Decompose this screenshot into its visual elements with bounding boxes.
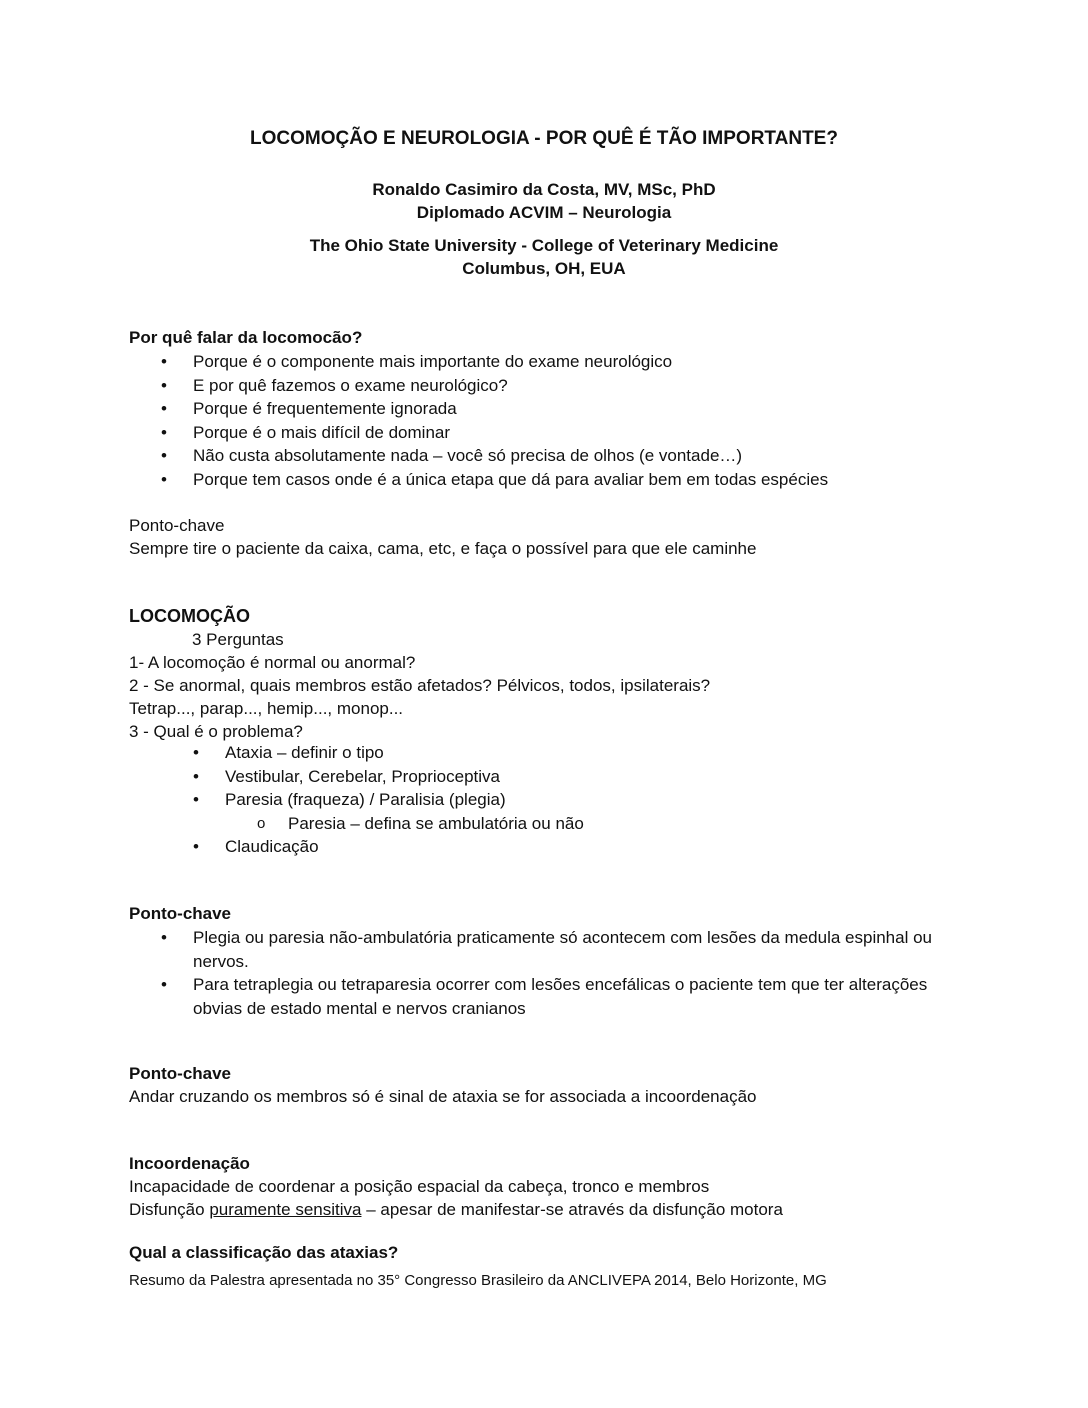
question-3: 3 - Qual é o problema? [129,722,303,741]
bullet-icon: • [193,790,199,809]
bullet-icon: • [161,375,167,395]
question-2-detail: Tetrap..., parap..., hemip..., monop... [129,699,404,718]
key-point-3 [129,1062,756,1108]
definition-line-2: Disfunção puramente sensitiva – apesar de manifestar-se através da disfunção motora [129,1200,783,1219]
list-item: • Vestibular, Cerebelar, Proprioceptiva [129,765,1029,789]
subheading: 3 Perguntas [192,630,284,649]
author-block [0,178,1088,224]
document-title: LOCOMOÇÃO E NEUROLOGIA - POR QUÊ É TÃO IMPORTANTE? [250,128,838,149]
bullet-icon: • [161,446,167,465]
closing-question: Qual a classificação das ataxias? [129,1243,399,1262]
key-point-label: Ponto-chave [129,1064,232,1083]
section-heading: Por quê falar da locomocão? [129,328,363,347]
key-point-2-list [129,926,959,1020]
bullet-icon: • [161,422,167,442]
list-item: • Plegia ou paresia não-ambulatória praticamente só acontecem com lesões da medula espinhal ou nervos. [161,928,932,971]
bullet-icon: • [161,975,167,994]
key-point-text: Sempre tire o paciente da caixa, cama, etc, e faça o possível para que ele caminhe [129,539,757,558]
author-diploma: Diplomado ACVIM – Neurologia [416,203,672,222]
author-name: Ronaldo Casimiro da Costa, MV, MSc, PhD [372,180,716,199]
bullet-icon: • [161,928,167,947]
section-locomocao [129,605,710,743]
list-item: • Claudicação [129,835,1029,859]
bullet-icon: • [193,837,199,856]
sub-list-item: o Paresia – defina se ambulatória ou não [129,812,1029,836]
section-heading: LOCOMOÇÃO [129,606,250,626]
list-item: • Não custa absolutamente nada – você só precisa de olhos (e vontade…) [129,444,1029,468]
underlined-term: puramente sensitiva [209,1200,362,1219]
list-item: • E por quê fazemos o exame neurológico? [129,374,1029,398]
institution-location: Columbus, OH, EUA [462,259,626,278]
list-item: • Porque é o mais difícil de dominar [129,421,1029,445]
institution-block [0,234,1088,280]
definition-line: Incapacidade de coordenar a posição espacial da cabeça, tronco e membros [129,1177,710,1196]
list-item: • Porque é o componente mais importante do exame neurológico [129,350,1029,374]
section-incoordenacao [129,1152,783,1221]
question-1: 1- A locomoção é normal ou anormal? [129,653,416,672]
circle-bullet-icon: o [257,814,266,832]
section-why-locomotion [129,326,362,349]
question-2: 2 - Se anormal, quais membros estão afetados? Pélvicos, todos, ipsilaterais? [129,676,711,695]
list-item: • Ataxia – definir o tipo [129,741,1029,765]
section-heading: Incoordenação [129,1154,250,1173]
bullet-icon: • [161,352,167,371]
institution-name: The Ohio State University - College of Veterinary Medicine [309,236,779,255]
list-item: • Para tetraplegia ou tetraparesia ocorrer com lesões encefálicas o paciente tem que ter alterações obvias de estado mental e nervos cranianos [161,975,928,1018]
bullet-icon: • [193,743,199,762]
key-point-label: Ponto-chave [129,904,232,923]
key-point-label: Ponto-chave [129,516,225,535]
bullet-icon: • [161,469,167,489]
key-point-text: Andar cruzando os membros só é sinal de ataxia se for associada a incoordenação [129,1087,757,1106]
list-item: • Porque tem casos onde é a única etapa que dá para avaliar bem em todas espécies [129,468,1029,492]
problem-list [129,741,1029,859]
key-point-2 [129,902,231,925]
key-point-1 [129,514,756,560]
bullet-icon: • [161,399,167,418]
list-item: • Porque é frequentemente ignorada [129,397,1029,421]
bullet-icon: • [193,766,199,786]
why-list [129,350,1029,491]
list-item: • Paresia (fraqueza) / Paralisia (plegia) [129,788,1029,812]
page-footer: Resumo da Palestra apresentada no 35° Congresso Brasileiro da ANCLIVEPA 2014, Belo Horizonte, MG [129,1272,827,1289]
